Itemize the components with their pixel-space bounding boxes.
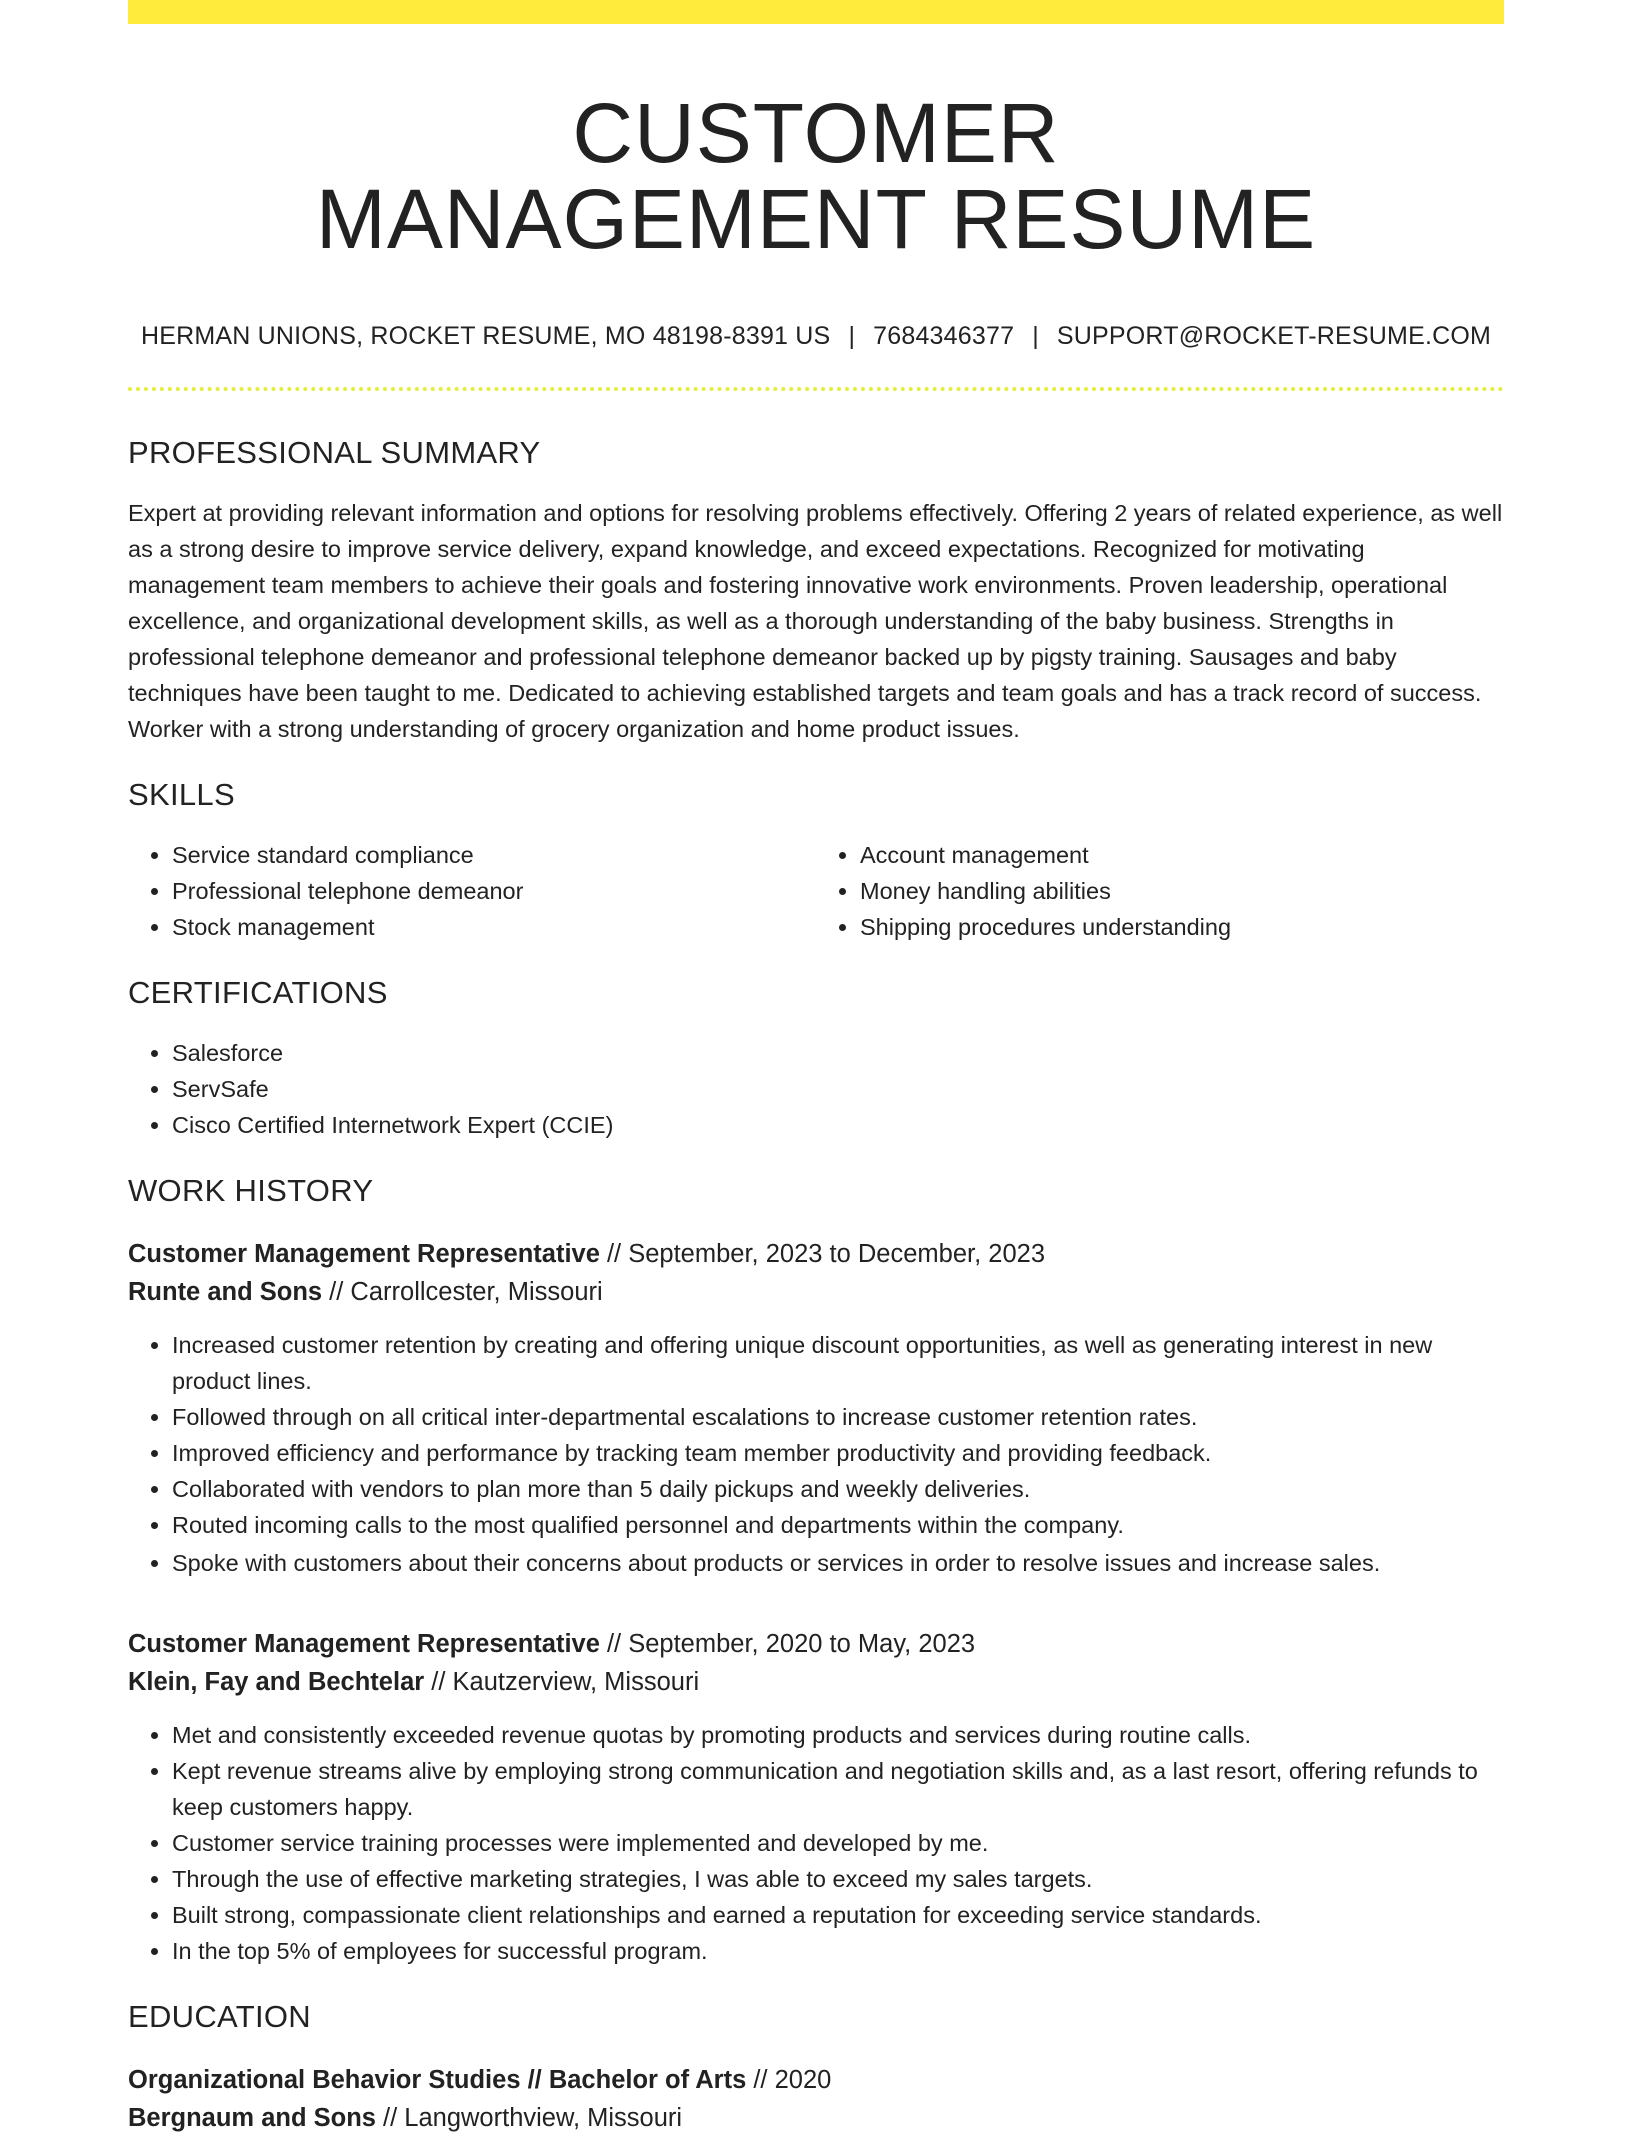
skill-item: • Shipping procedures understanding — [860, 909, 1504, 945]
job-company: Runte and Sons — [128, 1278, 323, 1306]
skills-heading: SKILLS — [128, 777, 235, 812]
summary-heading: PROFESSIONAL SUMMARY — [128, 435, 541, 470]
job-bullet: • Improved efficiency and performance by tracking team member productivity and providing feedback. — [172, 1435, 1504, 1471]
title-line-1: CUSTOMER — [572, 86, 1060, 180]
job-title-line — [128, 1625, 1504, 1663]
job-dates: // September, 2023 to December, 2023 — [599, 1240, 1046, 1268]
education-school-line — [128, 2099, 1504, 2137]
job-title: Customer Management Representative — [128, 1240, 600, 1268]
job-dates: // September, 2020 to May, 2023 — [599, 1630, 976, 1658]
job-bullet: • In the top 5% of employees for successful program. — [172, 1933, 1504, 1969]
skill-item: • Money handling abilities — [860, 873, 1504, 909]
job-bullet: • Through the use of effective marketing strategies, I was able to exceed my sales targets. — [172, 1861, 1504, 1897]
job-bullet: • Spoke with customers about their concerns about products or services in order to resolve issues and increase sales. — [172, 1545, 1504, 1581]
skills-column-right — [816, 837, 1504, 945]
job-entry — [128, 1625, 1504, 1969]
title-line-2: MANAGEMENT RESUME — [315, 172, 1317, 266]
certification-item: • Salesforce — [172, 1035, 1504, 1071]
certification-item: • Cisco Certified Internetwork Expert (CCIE) — [172, 1107, 1504, 1143]
contact-separator: | — [848, 322, 856, 350]
work-history-heading: WORK HISTORY — [128, 1173, 374, 1208]
certifications-list — [128, 1035, 1504, 1143]
job-entry — [128, 1235, 1504, 1581]
job-bullet: • Collaborated with vendors to plan more than 5 daily pickups and weekly deliveries. — [172, 1471, 1504, 1507]
resume-page — [128, 0, 1504, 2137]
job-company-line — [128, 1273, 1504, 1311]
job-company-line — [128, 1663, 1504, 1701]
summary-text: Expert at providing relevant information and options for resolving problems effectively. Offering 2 years of related experience, as well as a strong desire to improve service delivery, expand knowledge, and exceed expectations. Recognized for motivating management team members to achieve their goals and fostering innovative work environments. Proven leadership, operational excellence, and organizational development skills, as well as a thorough understanding of the baby business. Strengths in professional telephone demeanor and professional telephone demeanor backed up by pigsty training. Sausages and baby techniques have been taught to me. Dedicated to achieving established targets and team goals and has a track record of success. Worker with a strong understanding of grocery organization and home product issues. — [128, 500, 1503, 742]
job-title: Customer Management Representative — [128, 1630, 600, 1658]
contact-email: SUPPORT@ROCKET-RESUME.COM — [1056, 322, 1492, 350]
job-bullet: • Built strong, compassionate client relationships and earned a reputation for exceeding service standards. — [172, 1897, 1504, 1933]
education-year: // 2020 — [746, 2066, 832, 2094]
job-bullet: • Increased customer retention by creating and offering unique discount opportunities, as well as generating interest in new product lines. — [172, 1327, 1504, 1399]
job-bullet: • Met and consistently exceeded revenue quotas by promoting products and services during routine calls. — [172, 1717, 1504, 1753]
certifications-heading: CERTIFICATIONS — [128, 975, 388, 1010]
header-divider — [128, 387, 1504, 391]
education-location: // Langworthview, Missouri — [375, 2104, 683, 2132]
job-bullet: • Followed through on all critical inter-departmental escalations to increase customer retention rates. — [172, 1399, 1504, 1435]
resume-title — [128, 86, 1504, 266]
skill-item: • Account management — [860, 837, 1504, 873]
job-location: // Carrollcester, Missouri — [322, 1278, 603, 1306]
skill-item: • Stock management — [172, 909, 816, 945]
contact-line — [128, 322, 1504, 351]
contact-phone: 7684346377 — [873, 322, 1015, 350]
job-bullet: • Routed incoming calls to the most qualified personnel and departments within the company. — [172, 1507, 1504, 1543]
education-heading: EDUCATION — [128, 1999, 311, 2034]
education-school: Bergnaum and Sons — [128, 2104, 376, 2132]
certification-item: • ServSafe — [172, 1071, 1504, 1107]
job-company: Klein, Fay and Bechtelar — [128, 1668, 425, 1696]
job-bullet: • Customer service training processes were implemented and developed by me. — [172, 1825, 1504, 1861]
skills-column-left — [128, 837, 816, 945]
contact-address: HERMAN UNIONS, ROCKET RESUME, MO 48198-8391 US — [140, 322, 831, 350]
education-entry — [128, 2061, 1504, 2137]
education-degree-line — [128, 2061, 1504, 2099]
job-bullet: • Kept revenue streams alive by employing strong communication and negotiation skills and, as a last resort, offering refunds to keep customers happy. — [172, 1753, 1504, 1825]
contact-separator: | — [1032, 322, 1039, 350]
skills-list — [128, 837, 1504, 945]
job-title-line — [128, 1235, 1504, 1273]
job-location: // Kautzerview, Missouri — [424, 1668, 700, 1696]
skill-item: • Service standard compliance — [172, 837, 816, 873]
job-bullets — [128, 1327, 1504, 1581]
education-degree: Organizational Behavior Studies // Bachelor of Arts — [128, 2066, 747, 2094]
job-bullets — [128, 1717, 1504, 1969]
skill-item: • Professional telephone demeanor — [172, 873, 816, 909]
